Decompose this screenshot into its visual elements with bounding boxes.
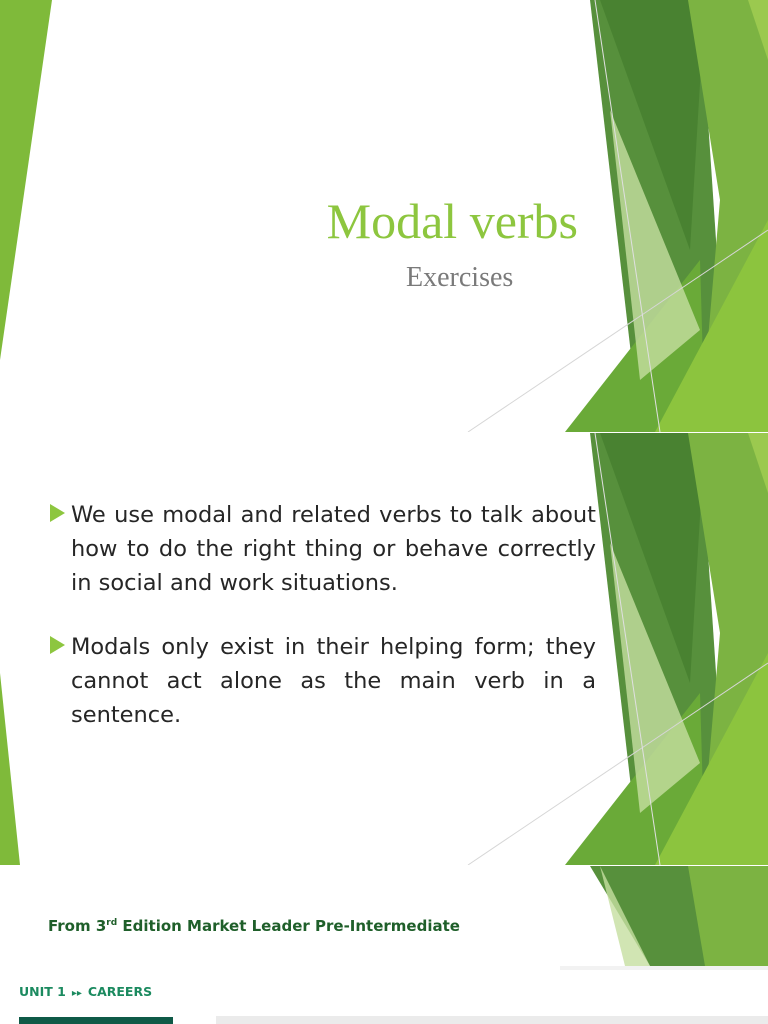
triangle-bullet-icon (50, 636, 65, 654)
bullet-list (46, 498, 596, 762)
cropped-content-strip (216, 1016, 768, 1024)
bullet-text: We use modal and related verbs to talk about how to do the right thing or behave correctly in social and work situations. (71, 502, 596, 596)
slide-subtitle: Exercises (406, 262, 514, 293)
bullet-item (46, 630, 596, 732)
triangle-bullet-icon (50, 504, 65, 522)
unit-topic: CAREERS (87, 984, 153, 999)
language-review-banner (19, 1017, 173, 1024)
bullet-item (46, 498, 596, 600)
source-citation: From 3rd Edition Market Leader Pre-Intermediate (48, 917, 460, 935)
title-slide (0, 0, 768, 432)
source-slide (0, 866, 768, 1024)
decorative-green-shapes (0, 866, 768, 1024)
bullet-text: Modals only exist in their helping form; they cannot act alone as the main verb in a sentence. (71, 634, 596, 728)
slide-title: Modal verbs (326, 193, 578, 249)
unit-header (19, 984, 152, 999)
unit-label: UNIT 1 (19, 984, 66, 999)
double-arrow-icon: ▸▸ (71, 988, 82, 999)
